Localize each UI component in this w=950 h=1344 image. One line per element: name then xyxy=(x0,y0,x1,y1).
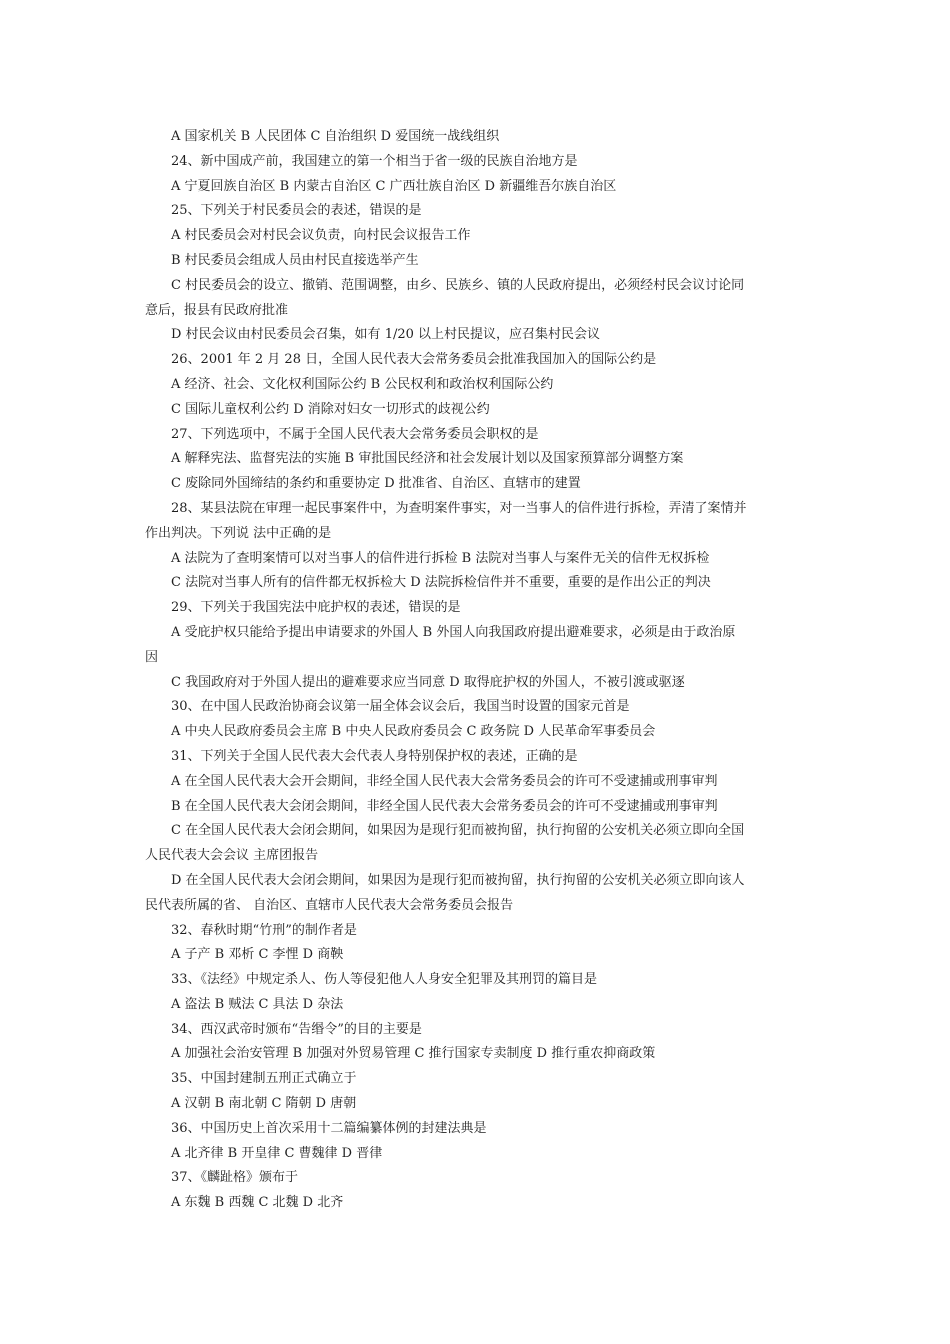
text-line-continuation: 作出判决。下列说 法中正确的是 xyxy=(145,525,332,541)
text-line: 26、2001 年 2 月 28 日，全国人民代表大会常务委员会批准我国加入的国际公约是 xyxy=(171,352,657,368)
text-line: A 北齐律 B 开皇律 C 曹魏律 D 晋律 xyxy=(171,1145,383,1161)
text-line: C 我国政府对于外国人提出的避难要求应当同意 D 取得庇护权的外国人，不被引渡或驱逐 xyxy=(171,674,685,690)
text-line: A 中央人民政府委员会主席 B 中央人民政府委员会 C 政务院 D 人民革命军事委员会 xyxy=(171,724,656,740)
text-line: A 在全国人民代表大会开会期间，非经全国人民代表大会常务委员会的许可不受逮捕或刑事审判 xyxy=(171,773,718,789)
text-line: C 国际儿童权利公约 D 消除对妇女一切形式的歧视公约 xyxy=(171,401,490,417)
text-line: A 子产 B 邓析 C 李悝 D 商鞅 xyxy=(171,947,344,963)
text-line: C 村民委员会的设立、撤销、范围调整，由乡、民族乡、镇的人民政府提出，必须经村民会议讨论同 xyxy=(171,277,745,293)
text-line-continuation: 因 xyxy=(145,649,159,665)
text-line: A 加强社会治安管理 B 加强对外贸易管理 C 推行国家专卖制度 D 推行重农抑商政策 xyxy=(171,1046,656,1062)
text-line: A 国家机关 B 人民团体 C 自治组织 D 爱国统一战线组织 xyxy=(171,129,500,144)
text-line: B 村民委员会组成人员由村民直接选举产生 xyxy=(171,252,419,268)
text-line: 24、新中国成产前，我国建立的第一个相当于省一级的民族自治地方是 xyxy=(171,153,578,169)
text-line: 36、中国历史上首次采用十二篇编纂体例的封建法典是 xyxy=(171,1120,487,1136)
text-line: A 东魏 B 西魏 C 北魏 D 北齐 xyxy=(171,1195,344,1211)
text-line: B 在全国人民代表大会闭会期间，非经全国人民代表大会常务委员会的许可不受逮捕或刑事审判 xyxy=(171,798,718,814)
text-line: 31、下列关于全国人民代表大会代表人身特别保护权的表述，正确的是 xyxy=(171,748,578,764)
text-line-continuation: 人民代表大会会议 主席团报告 xyxy=(145,848,319,864)
text-line: A 解释宪法、监督宪法的实施 B 审批国民经济和社会发展计划以及国家预算部分调整方案 xyxy=(171,451,684,467)
text-line: 25、下列关于村民委员会的表述，错误的是 xyxy=(171,203,422,219)
text-line: 33、《法经》中规定杀人、伤人等侵犯他人人身安全犯罪及其刑罚的篇目是 xyxy=(171,972,598,988)
document-body xyxy=(145,125,810,1216)
text-line: 29、下列关于我国宪法中庇护权的表述，错误的是 xyxy=(171,600,461,616)
text-line: A 村民委员会对村民会议负责，向村民会议报告工作 xyxy=(171,228,471,244)
text-line: D 村民会议由村民委员会召集，如有 1/20 以上村民提议，应召集村民会议 xyxy=(171,327,601,343)
text-line: A 盗法 B 贼法 C 具法 D 杂法 xyxy=(171,996,344,1012)
text-line: C 法院对当事人所有的信件都无权拆检大 D 法院拆检信件并不重要，重要的是作出公正的判决 xyxy=(171,575,711,591)
text-line: C 废除同外国缔结的条约和重要协定 D 批准省、自治区、直辖市的建置 xyxy=(171,476,581,492)
text-line: 37、《麟趾格》颁布于 xyxy=(171,1170,299,1186)
text-line: C 在全国人民代表大会闭会期间，如果因为是现行犯而被拘留，执行拘留的公安机关必须立即向全国 xyxy=(171,823,745,839)
text-line-continuation: 意后，报县有民政府批准 xyxy=(145,302,289,318)
text-line: 27、下列选项中，不属于全国人民代表大会常务委员会职权的是 xyxy=(171,426,539,442)
text-line: A 受庇护权只能给予提出申请要求的外国人 B 外国人向我国政府提出避难要求，必须是由于政治原 xyxy=(171,624,736,640)
text-line: 35、中国封建制五刑正式确立于 xyxy=(171,1071,357,1087)
text-line: 34、西汉武帝时颁布“告缗令”的目的主要是 xyxy=(171,1021,422,1037)
text-line-continuation: 民代表所属的省、 自治区、直辖市人民代表大会常务委员会报告 xyxy=(145,897,514,913)
text-line: 30、在中国人民政治协商会议第一届全体会议会后，我国当时设置的国家元首是 xyxy=(171,699,630,715)
text-line: A 经济、社会、文化权利国际公约 B 公民权利和政治权利国际公约 xyxy=(171,376,554,392)
text-line: 28、某县法院在审理一起民事案件中，为查明案件事实，对一当事人的信件进行拆检，弄清了案情并 xyxy=(171,500,747,516)
text-line: 32、春秋时期“竹刑”的制作者是 xyxy=(171,922,357,938)
text-line: A 宁夏回族自治区 B 内蒙古自治区 C 广西壮族自治区 D 新疆维吾尔族自治区 xyxy=(171,178,617,194)
text-line: A 汉朝 B 南北朝 C 隋朝 D 唐朝 xyxy=(171,1096,357,1112)
text-line: D 在全国人民代表大会闭会期间，如果因为是现行犯而被拘留，执行拘留的公安机关必须立即向该人 xyxy=(171,872,745,888)
text-line: A 法院为了查明案情可以对当事人的信件进行拆检 B 法院对当事人与案件无关的信件无权拆检 xyxy=(171,550,710,566)
